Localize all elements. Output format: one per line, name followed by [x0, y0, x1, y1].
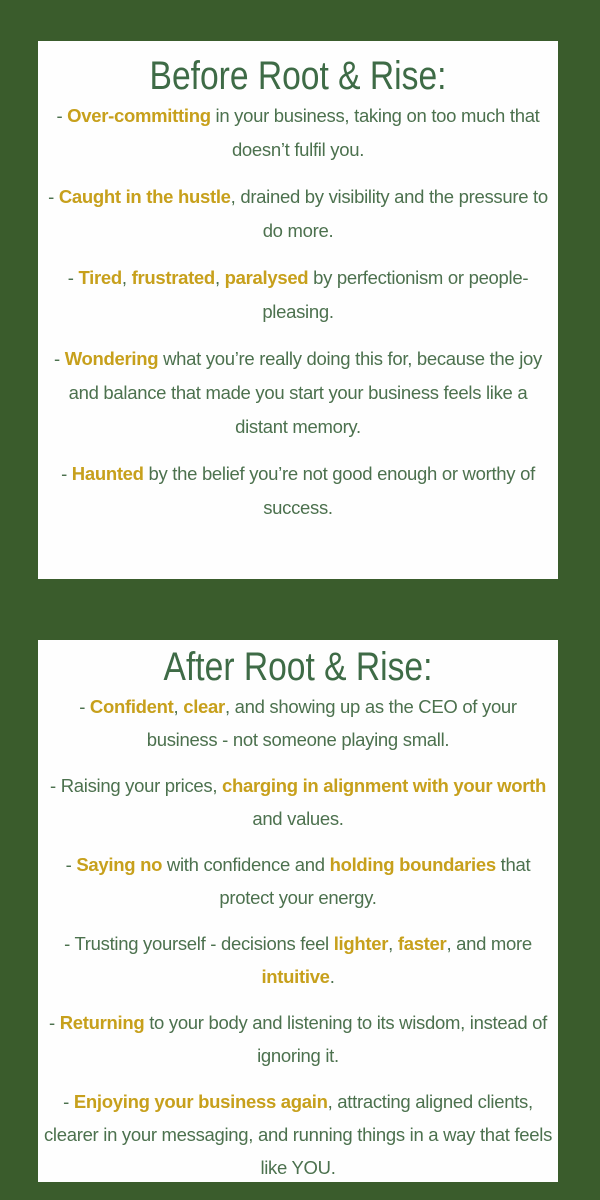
text-segment: by the belief you’re not good enough or worthy of success. — [143, 463, 535, 518]
highlighted-text: paralysed — [224, 267, 309, 288]
highlighted-text: Haunted — [71, 463, 144, 484]
highlighted-text: faster — [397, 933, 447, 954]
text-segment: , — [214, 267, 225, 288]
text-segment: , — [388, 933, 398, 954]
text-segment: - — [79, 696, 90, 717]
text-segment: in your business, taking on too much that doesn’t fulfil you. — [210, 105, 540, 160]
highlighted-text: Confident — [89, 696, 174, 717]
after-card-list — [43, 690, 553, 1182]
text-segment: , — [121, 267, 132, 288]
highlighted-text: Caught in the hustle — [58, 186, 231, 207]
text-segment: , and more — [446, 933, 532, 954]
before-card-list — [43, 99, 553, 525]
highlighted-text: lighter — [333, 933, 389, 954]
highlighted-text: clear — [183, 696, 225, 717]
before-card — [38, 41, 558, 579]
list-item — [43, 1085, 553, 1182]
text-segment: . — [329, 966, 335, 987]
list-item — [43, 769, 553, 835]
text-segment: , drained by visibility and the pressure to do more. — [230, 186, 548, 241]
text-segment: - — [65, 854, 77, 875]
list-item — [43, 180, 553, 248]
highlighted-text: intuitive — [261, 966, 330, 987]
text-segment: - — [56, 105, 68, 126]
text-segment: - Raising your prices, — [50, 775, 223, 796]
highlighted-text: Wondering — [64, 348, 159, 369]
text-segment: that protect your energy. — [219, 854, 531, 908]
highlighted-text: Enjoying your business again — [73, 1091, 328, 1112]
text-segment: - — [49, 1012, 60, 1033]
text-segment: to your body and listening to its wisdom, instead of ignoring it. — [144, 1012, 547, 1066]
text-segment: with confidence and — [162, 854, 330, 875]
text-segment: , attracting aligned clients, clearer in your messaging, and running things in a way that feels like YOU. — [43, 1091, 553, 1178]
after-card-title: After Root & Rise: — [163, 645, 433, 689]
highlighted-text: frustrated — [131, 267, 215, 288]
text-segment: what you’re really doing this for, because the joy and balance that made you start your business feels like a distant memory. — [68, 348, 542, 437]
before-card-title: Before Root & Rise: — [149, 54, 447, 98]
highlighted-text: Over-committing — [67, 105, 211, 126]
highlighted-text: Returning — [59, 1012, 145, 1033]
list-item — [43, 261, 553, 329]
after-card — [38, 640, 558, 1182]
highlighted-text: holding boundaries — [329, 854, 496, 875]
list-item — [43, 457, 553, 525]
text-segment: , and showing up as the CEO of your business - not someone playing small. — [146, 696, 517, 750]
list-item — [43, 342, 553, 444]
highlighted-text: charging in alignment with your worth — [222, 775, 546, 796]
list-item — [43, 99, 553, 167]
text-segment: by perfectionism or people-pleasing. — [262, 267, 529, 322]
highlighted-text: Saying no — [76, 854, 163, 875]
text-segment: and values. — [252, 808, 344, 829]
text-segment: , — [173, 696, 184, 717]
list-item — [43, 927, 553, 993]
list-item — [43, 848, 553, 914]
list-item — [43, 1006, 553, 1072]
text-segment: - — [54, 348, 65, 369]
highlighted-text: Tired — [78, 267, 122, 288]
text-segment: - — [61, 463, 72, 484]
text-segment: - — [63, 1091, 74, 1112]
text-segment: - — [67, 267, 79, 288]
list-item — [43, 690, 553, 756]
text-segment: - — [48, 186, 59, 207]
text-segment: - Trusting yourself - decisions feel — [64, 933, 334, 954]
